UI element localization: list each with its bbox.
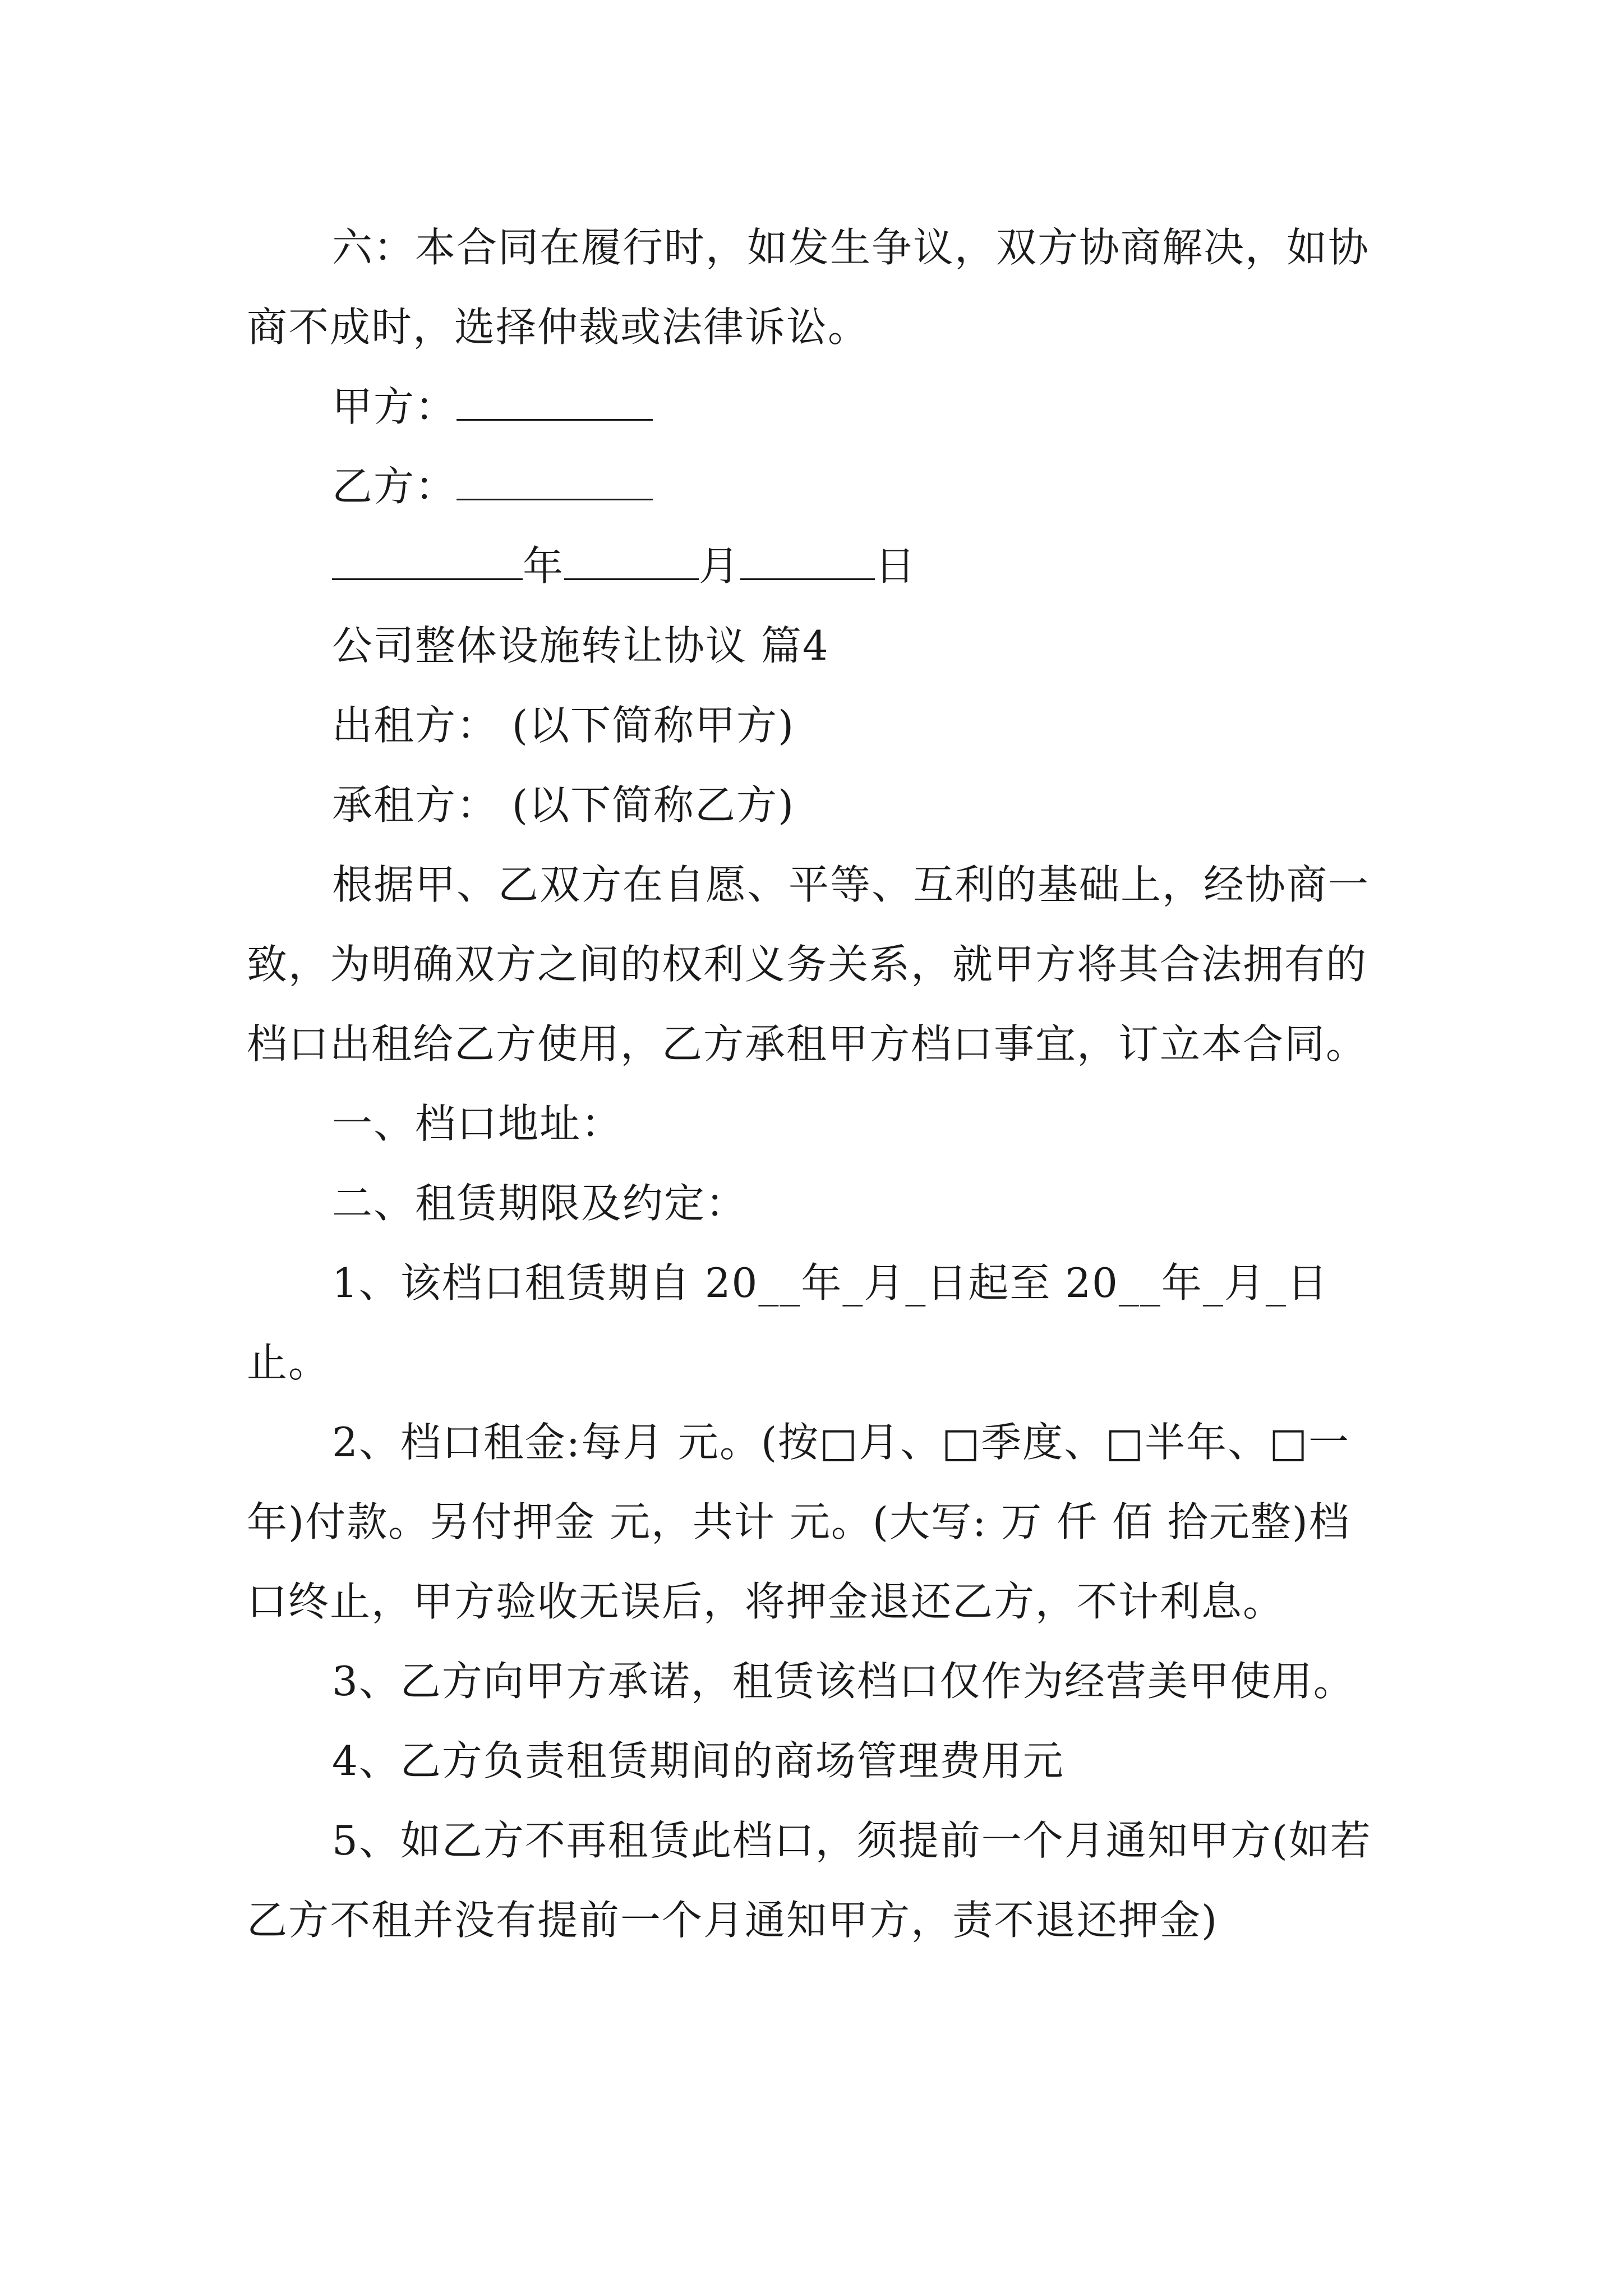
clause-2: 2、档口租金:每月 元。(按□月、□季度、□半年、□一年)付款。另付押金 元，共计 元。(大写: 万 仟 佰 拾元整)档口终止，甲方验收无误后，将押金退还乙方，不计利息。 [247, 1419, 1350, 1625]
date-line [247, 526, 1385, 606]
item-address: 一、档口地址： [332, 1100, 623, 1147]
year-label: 年 [523, 542, 565, 590]
party-b-blank [457, 466, 653, 500]
party-b-label: 乙方： [332, 463, 457, 510]
party-b-signature-line [247, 447, 1385, 526]
item-term: 二、租赁期限及约定： [332, 1180, 748, 1227]
clause-4: 4、乙方负责租赁期间的商场管理费用元 [332, 1737, 1064, 1784]
document-body [247, 208, 1385, 1960]
year-blank [332, 546, 523, 580]
party-a-signature-line [247, 367, 1385, 447]
day-blank [740, 546, 875, 580]
clause-1: 1、该档口租赁期自 20__年_月_日起至 20__年_月_日止。 [247, 1259, 1329, 1386]
month-label: 月 [699, 542, 741, 590]
clause-3: 3、乙方向甲方承诺，租赁该档口仅作为经营美甲使用。 [332, 1658, 1355, 1705]
section-title: 公司整体设施转让协议 篇4 [332, 622, 829, 669]
lessee-line: 承租方： (以下简称乙方) [332, 781, 795, 829]
intro-paragraph: 根据甲、乙双方在自愿、平等、互利的基础上，经协商一致，为明确双方之间的权利义务关系，就甲方将其合法拥有的档口出租给乙方使用，乙方承租甲方档口事宜，订立本合同。 [247, 861, 1370, 1068]
clause-5: 5、如乙方不再租赁此档口，须提前一个月通知甲方(如若乙方不租并没有提前一个月通知甲方，责不退还押金) [247, 1817, 1372, 1944]
party-a-label: 甲方： [332, 383, 457, 430]
lessor-line: 出租方： (以下简称甲方) [332, 702, 795, 749]
month-blank [564, 546, 699, 580]
party-a-blank [457, 386, 653, 421]
clause-six: 六：本合同在履行时，如发生争议，双方协商解决，如协商不成时，选择仲裁或法律诉讼。 [247, 224, 1370, 351]
day-label: 日 [875, 542, 917, 590]
